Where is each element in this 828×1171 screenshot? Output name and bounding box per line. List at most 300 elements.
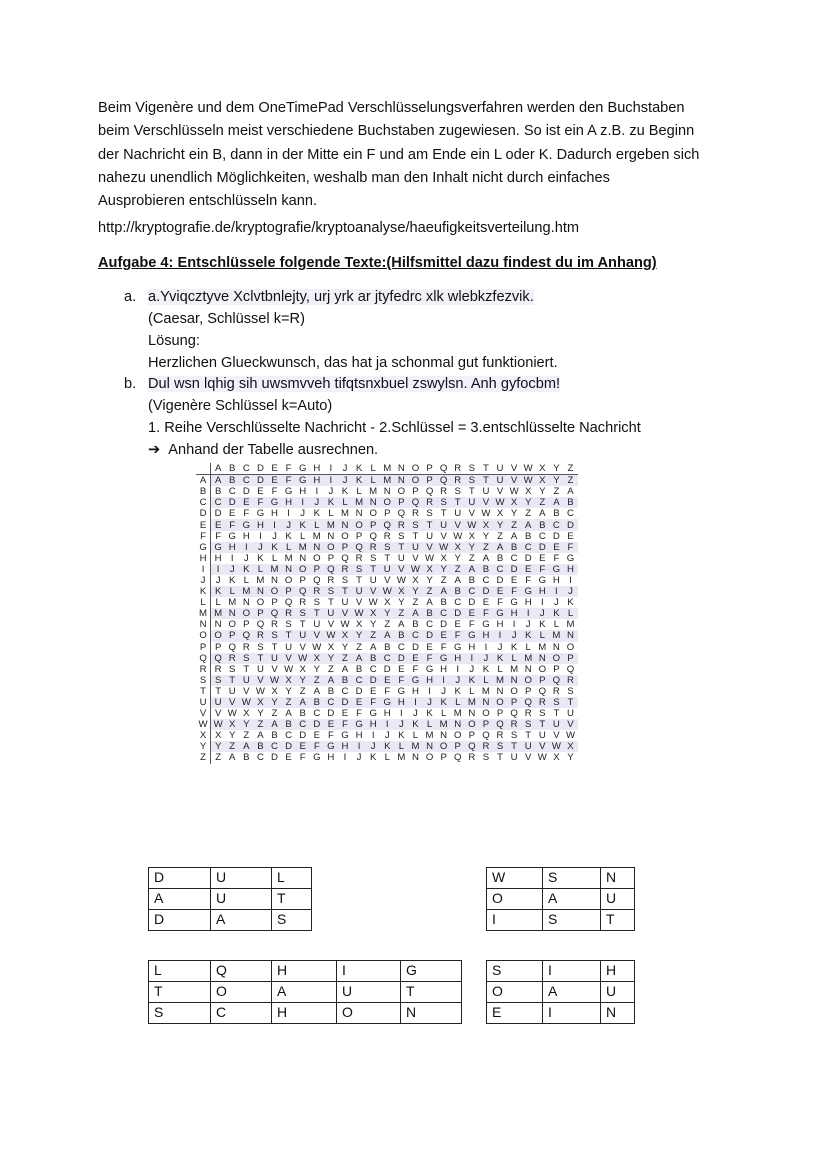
vigenere-cell: X — [507, 497, 521, 508]
vigenere-cell: Q — [324, 564, 338, 575]
vigenere-cell: V — [282, 653, 296, 664]
vigenere-row — [196, 719, 578, 730]
vigenere-cell: L — [253, 564, 267, 575]
vigenere-cell: K — [454, 685, 461, 697]
vigenere-cell: G — [211, 542, 226, 553]
instruction-text: 1. Reihe Verschlüsselte Nachricht - 2.Schlüssel = 3.entschlüsselte Nachricht — [148, 420, 641, 436]
vigenere-cell: T — [271, 641, 278, 653]
vigenere-cell: N — [507, 675, 521, 686]
vigenere-cell: E — [352, 697, 366, 708]
vigenere-cell: H — [423, 675, 437, 686]
vigenere-cell: Y — [296, 675, 310, 686]
vigenere-cell: O — [465, 719, 479, 730]
vigenere-cell: L — [384, 752, 390, 764]
vigenere-cell: C — [521, 542, 535, 553]
vigenere-cell: E — [285, 752, 292, 764]
vigenere-cell: T — [310, 608, 324, 619]
vigenere-cell: M — [437, 719, 451, 730]
vigenere-cell: E — [239, 497, 253, 508]
vigenere-cell: J — [497, 641, 503, 653]
vigenere-cell: G — [538, 574, 547, 586]
vigenere-cell: V — [310, 630, 324, 641]
vigenere-cell: Y — [352, 630, 366, 641]
vigenere-cell: Q — [352, 542, 366, 553]
vigenere-cell: Q — [493, 719, 507, 730]
vigenere-cell: I — [437, 675, 451, 686]
vigenere-cell: C — [267, 741, 281, 752]
vigenere-cell: F — [553, 552, 560, 564]
vigenere-cell: I — [230, 552, 234, 564]
intro-paragraph — [98, 97, 748, 213]
vigenere-cell: Q — [228, 641, 236, 653]
vigenere-cell: F — [243, 508, 250, 520]
vigenere-cell: M — [369, 486, 378, 498]
vigenere-cell: L — [553, 619, 560, 631]
vigenere-cell: X — [243, 708, 250, 720]
vigenere-row — [196, 597, 578, 608]
intro-line: Beim Vigenère und dem OneTimePad Verschlüsselungsverfahren werden den Buchstaben — [98, 100, 685, 116]
vigenere-cell: G — [267, 497, 281, 508]
vigenere-cell: K — [567, 597, 574, 609]
vigenere-cell: D — [355, 685, 363, 697]
answer-cell: L — [149, 961, 211, 982]
vigenere-cell: P — [253, 608, 267, 619]
vigenere-cell: V — [214, 708, 222, 720]
vigenere-cell: O — [341, 530, 349, 542]
vigenere-cell: R — [423, 497, 437, 508]
vigenere-cell: C — [549, 519, 563, 530]
vigenere-cell: H — [338, 741, 352, 752]
answer-cell: E — [487, 1003, 543, 1024]
vigenere-cell: C — [454, 597, 462, 609]
vigenere-cell: M — [510, 663, 519, 675]
vigenere-cell: S — [465, 475, 479, 487]
vigenere-cell: P — [412, 486, 419, 498]
vigenere-cell: K — [324, 497, 338, 508]
vigenere-cell: L — [282, 542, 296, 553]
vigenere-cell: F — [535, 564, 549, 575]
vigenere-cell: P — [496, 708, 504, 720]
vigenere-cell: P — [366, 519, 380, 530]
vigenere-cell: C — [285, 730, 293, 742]
vigenere-cell: I — [324, 475, 338, 487]
vigenere-cell: D — [253, 475, 267, 487]
vigenere-cell: D — [310, 719, 324, 730]
vigenere-cell: E — [567, 530, 574, 542]
vigenere-column-label: Z — [563, 463, 577, 475]
vigenere-column-label: V — [507, 463, 521, 475]
vigenere-cell: D — [411, 641, 419, 653]
vigenere-cell: S — [296, 608, 310, 619]
vigenere-cell: J — [338, 475, 352, 487]
vigenere-column-label: C — [239, 463, 253, 475]
vigenere-cell: T — [394, 542, 408, 553]
vigenere-cell: E — [426, 641, 433, 653]
vigenere-cell: B — [310, 697, 324, 708]
vigenere-cell: A — [510, 530, 518, 542]
vigenere-row-label: Q — [196, 653, 211, 664]
vigenere-cell: U — [228, 685, 236, 697]
vigenere-cell: F — [479, 608, 493, 619]
vigenere-cell: N — [271, 574, 278, 586]
vigenere-cell: C — [567, 508, 574, 520]
vigenere-row — [196, 531, 578, 542]
vigenere-cell: Z — [384, 619, 391, 631]
vigenere-cell: N — [394, 475, 408, 487]
vigenere-cell: C — [397, 641, 405, 653]
answer-table-sih — [486, 960, 635, 1024]
vigenere-cell: Q — [465, 741, 479, 752]
vigenere-cell: S — [285, 619, 292, 631]
vigenere-cell: B — [412, 619, 419, 631]
vigenere-cell: K — [285, 530, 292, 542]
vigenere-cell: P — [553, 663, 560, 675]
answer-cell: O — [487, 889, 543, 910]
answer-cell: A — [543, 982, 601, 1003]
vigenere-cell: O — [454, 730, 462, 742]
vigenere-cell: M — [493, 675, 507, 686]
vigenere-cell: K — [369, 752, 377, 764]
vigenere-cell: L — [338, 497, 352, 508]
vigenere-cell: N — [411, 752, 419, 764]
vigenere-cell: N — [355, 508, 363, 520]
vigenere-row-label: A — [196, 475, 211, 487]
vigenere-row-label: Y — [196, 741, 211, 752]
vigenere-cell: U — [549, 719, 563, 730]
cipher-text-a: a.Yviqcztyve Xclvtbnlejty, urj yrk ar jtyfedrc xlk wlebkzfezvik. — [148, 289, 534, 305]
vigenere-cell: Y — [454, 552, 461, 564]
vigenere-cell: T — [384, 552, 391, 564]
vigenere-cell: S — [380, 542, 394, 553]
vigenere-column-label: W — [521, 463, 535, 475]
vigenere-cell: P — [468, 730, 476, 742]
vigenere-cell: H — [282, 497, 296, 508]
vigenere-cell: I — [484, 641, 488, 653]
vigenere-cell: T — [253, 653, 267, 664]
vigenere-cell: W — [227, 708, 237, 720]
vigenere-cell: B — [553, 508, 560, 520]
vigenere-cell: R — [563, 675, 577, 686]
vigenere-cell: F — [310, 741, 324, 752]
vigenere-cell: B — [496, 552, 504, 564]
answer-row — [487, 889, 635, 910]
vigenere-cell: X — [366, 608, 380, 619]
vigenere-cell: M — [228, 597, 237, 609]
vigenere-row — [196, 664, 578, 675]
vigenere-cell: E — [369, 685, 377, 697]
vigenere-cell: B — [525, 530, 532, 542]
vigenere-cell: P — [310, 564, 324, 575]
vigenere-cell: M — [397, 752, 406, 764]
vigenere-cell: R — [479, 741, 493, 752]
vigenere-cell: Q — [313, 574, 321, 586]
vigenere-column-label: F — [282, 463, 296, 475]
vigenere-cell: Z — [327, 663, 334, 675]
vigenere-cell: U — [510, 752, 518, 764]
vigenere-cell: R — [468, 752, 476, 764]
answer-cell: U — [211, 868, 272, 889]
vigenere-cell: X — [479, 519, 493, 530]
vigenere-cell: X — [384, 597, 391, 609]
vigenere-cell: P — [535, 675, 549, 686]
answer-cell: D — [149, 910, 211, 931]
vigenere-cell: C — [228, 486, 236, 498]
vigenere-cell: S — [521, 719, 535, 730]
vigenere-cell: K — [211, 586, 226, 597]
vigenere-cell: Z — [525, 508, 532, 520]
vigenere-cell: K — [313, 508, 320, 520]
vigenere-cell: N — [242, 597, 250, 609]
vigenere-cell: F — [327, 730, 334, 742]
vigenere-cell: O — [369, 508, 377, 520]
vigenere-cell: W — [368, 597, 378, 609]
vigenere-cell: P — [563, 653, 577, 664]
vigenere-cell: Q — [256, 619, 265, 631]
vigenere-cell: Y — [369, 619, 377, 631]
vigenere-cell: U — [482, 486, 490, 498]
vigenere-cell: C — [408, 630, 422, 641]
vigenere-cell: O — [352, 519, 366, 530]
vigenere-cell: G — [425, 663, 434, 675]
vigenere-cell: M — [324, 519, 338, 530]
vigenere-cell: E — [313, 730, 320, 742]
vigenere-cell: Z — [366, 630, 380, 641]
vigenere-cell: X — [563, 741, 577, 752]
vigenere-cell: R — [366, 542, 380, 553]
vigenere-cell: H — [299, 486, 307, 498]
vigenere-cell: U — [465, 497, 479, 508]
cipher-text-b: Dul wsn lqhig sih uwsmvveh tifqtsnxbuel zswylsn. Anh gyfocbm! — [148, 376, 561, 392]
vigenere-cell: X — [282, 675, 296, 686]
vigenere-cell: W — [537, 752, 547, 764]
vigenere-cell: V — [496, 486, 504, 498]
vigenere-cell: W — [549, 741, 563, 752]
vigenere-cell: F — [253, 497, 267, 508]
vigenere-row — [196, 608, 578, 619]
vigenere-cell: E — [454, 619, 461, 631]
vigenere-cell: Y — [426, 574, 433, 586]
vigenere-cell: W — [211, 719, 226, 730]
vigenere-cell: B — [394, 630, 408, 641]
vigenere-cell: E — [539, 552, 546, 564]
vigenere-cell: M — [296, 542, 310, 553]
vigenere-cell: J — [525, 619, 531, 631]
intro-line: nahezu unendlich Möglichkeiten, weshalb man den Inhalt nicht durch einfaches — [98, 169, 610, 186]
vigenere-cell: W — [465, 519, 479, 530]
vigenere-cell: Q — [284, 597, 293, 609]
vigenere-column-label: Q — [437, 463, 451, 475]
vigenere-cell: O — [538, 663, 547, 675]
vigenere-cell: Z — [507, 519, 521, 530]
vigenere-cell: V — [299, 641, 306, 653]
vigenere-cell: A — [369, 641, 377, 653]
vigenere-row — [196, 497, 578, 508]
vigenere-cell: Z — [497, 530, 503, 542]
vigenere-cell: A — [398, 619, 405, 631]
vigenere-cell: W — [425, 552, 435, 564]
vigenere-cell: N — [535, 653, 549, 664]
vigenere-cell: H — [524, 597, 532, 609]
vigenere-cell: P — [423, 475, 437, 487]
vigenere-cell: D — [394, 653, 408, 664]
vigenere-cell: N — [451, 719, 465, 730]
vigenere-cell: N — [299, 552, 307, 564]
vigenere-cell: N — [524, 663, 532, 675]
vigenere-cell: O — [397, 486, 406, 498]
vigenere-row-label: H — [196, 553, 211, 564]
vigenere-cell: G — [465, 630, 479, 641]
vigenere-cell: V — [479, 497, 493, 508]
vigenere-cell: M — [481, 685, 490, 697]
vigenere-cell: J — [394, 719, 408, 730]
vigenere-cell: J — [413, 708, 418, 720]
vigenere-row-label: K — [196, 586, 211, 597]
vigenere-row-label: F — [196, 531, 211, 542]
vigenere-cell: V — [338, 608, 352, 619]
vigenere-cell: E — [229, 508, 236, 520]
vigenere-cell: F — [525, 574, 532, 586]
vigenere-column-label: U — [493, 463, 507, 475]
vigenere-cell: O — [239, 608, 253, 619]
vigenere-cell: D — [327, 708, 335, 720]
vigenere-row — [196, 730, 578, 741]
vigenere-cell: C — [493, 564, 507, 575]
answer-cell: O — [211, 982, 272, 1003]
vigenere-cell: A — [380, 630, 394, 641]
vigenere-cell: D — [479, 586, 493, 597]
vigenere-cell: Z — [563, 475, 577, 487]
vigenere-cell: J — [451, 675, 465, 686]
vigenere-column-label: R — [451, 463, 465, 475]
vigenere-cell: O — [521, 675, 535, 686]
answer-cell: T — [401, 982, 462, 1003]
vigenere-cell: L — [451, 697, 465, 708]
vigenere-cell: D — [338, 697, 352, 708]
vigenere-cell: U — [454, 508, 462, 520]
answer-row — [149, 910, 312, 931]
vigenere-cell: Y — [521, 497, 535, 508]
vigenere-cell: H — [394, 697, 408, 708]
vigenere-row — [196, 619, 578, 630]
vigenere-cell: A — [408, 608, 422, 619]
vigenere-cell: N — [338, 519, 352, 530]
answer-table-wsn — [486, 867, 635, 931]
vigenere-cell: R — [394, 519, 408, 530]
vigenere-cell: U — [521, 741, 535, 752]
vigenere-cell: C — [538, 530, 546, 542]
vigenere-cell: L — [356, 486, 362, 498]
vigenere-row — [196, 542, 578, 553]
vigenere-cell: V — [253, 675, 267, 686]
vigenere-cell: Z — [215, 752, 222, 764]
vigenere-cell: T — [468, 486, 475, 498]
vigenere-cell: S — [398, 530, 405, 542]
vigenere-column-label: L — [366, 463, 380, 475]
vigenere-cell: D — [496, 574, 504, 586]
vigenere-cell: B — [468, 574, 476, 586]
vigenere-cell: Z — [310, 675, 324, 686]
vigenere-cell: R — [524, 708, 532, 720]
vigenere-cell: X — [468, 530, 476, 542]
vigenere-cell: E — [257, 486, 264, 498]
vigenere-cell: Y — [313, 663, 320, 675]
vigenere-cell: Z — [440, 574, 447, 586]
vigenere-row — [196, 741, 578, 752]
answer-row — [487, 1003, 635, 1024]
vigenere-cell: N — [310, 542, 324, 553]
vigenere-cell: T — [440, 508, 447, 520]
vigenere-cell: W — [255, 685, 265, 697]
vigenere-cell: H — [225, 542, 239, 553]
vigenere-cell: J — [282, 519, 296, 530]
vigenere-cell: O — [425, 752, 434, 764]
vigenere-cell: O — [566, 641, 575, 653]
answer-cell: I — [337, 961, 401, 982]
hint-text: Anhand der Tabelle ausrechnen. — [168, 442, 379, 458]
vigenere-cell: F — [423, 653, 437, 664]
vigenere-cell: O — [324, 542, 338, 553]
vigenere-cell: I — [343, 752, 347, 764]
vigenere-cell: R — [496, 730, 504, 742]
vigenere-cell: D — [440, 619, 448, 631]
vigenere-cell: K — [296, 519, 310, 530]
vigenere-cell: A — [539, 508, 546, 520]
vigenere-cell: Z — [468, 552, 475, 564]
vigenere-cell: C — [341, 685, 349, 697]
vigenere-cell: X — [496, 508, 504, 520]
vigenere-cell: P — [299, 574, 306, 586]
vigenere-cell: P — [271, 597, 278, 609]
vigenere-cell: N — [253, 586, 267, 597]
vigenere-cell: R — [451, 475, 465, 487]
vigenere-cell: H — [327, 752, 335, 764]
vigenere-cell: B — [507, 542, 521, 553]
answer-cell: S — [543, 910, 601, 931]
vigenere-cell: I — [512, 619, 516, 631]
vigenere-cell: N — [366, 497, 380, 508]
vigenere-cell: T — [423, 519, 437, 530]
vigenere-cell: Q — [437, 475, 451, 487]
vigenere-cell: G — [437, 653, 451, 664]
vigenere-cell: N — [214, 619, 222, 631]
vigenere-cell: O — [510, 685, 518, 697]
vigenere-row — [196, 564, 578, 575]
reference-url[interactable]: http://kryptografie.de/kryptografie/kryptoanalyse/haeufigkeitsverteilung.htm — [98, 220, 580, 236]
vigenere-cell: H — [253, 519, 267, 530]
vigenere-cell: N — [563, 630, 577, 641]
vigenere-cell: G — [549, 564, 563, 575]
vigenere-square — [196, 463, 578, 764]
vigenere-cell: Q — [521, 697, 535, 708]
vigenere-cell: F — [282, 475, 296, 487]
vigenere-cell: B — [366, 653, 380, 664]
vigenere-cell: J — [215, 574, 221, 586]
vigenere-cell: I — [371, 730, 375, 742]
vigenere-column-label: N — [394, 463, 408, 475]
vigenere-row — [196, 475, 578, 487]
vigenere-cell: B — [243, 752, 250, 764]
vigenere-cell: L — [507, 653, 521, 664]
vigenere-cell: S — [437, 497, 451, 508]
vigenere-cell: I — [352, 741, 366, 752]
vigenere-row — [196, 630, 578, 641]
vigenere-cell: D — [524, 552, 532, 564]
vigenere-column-label: B — [225, 463, 239, 475]
vigenere-cell: F — [299, 752, 306, 764]
vigenere-cell: R — [327, 574, 335, 586]
vigenere-cell: R — [271, 619, 278, 631]
vigenere-cell: K — [539, 619, 546, 631]
